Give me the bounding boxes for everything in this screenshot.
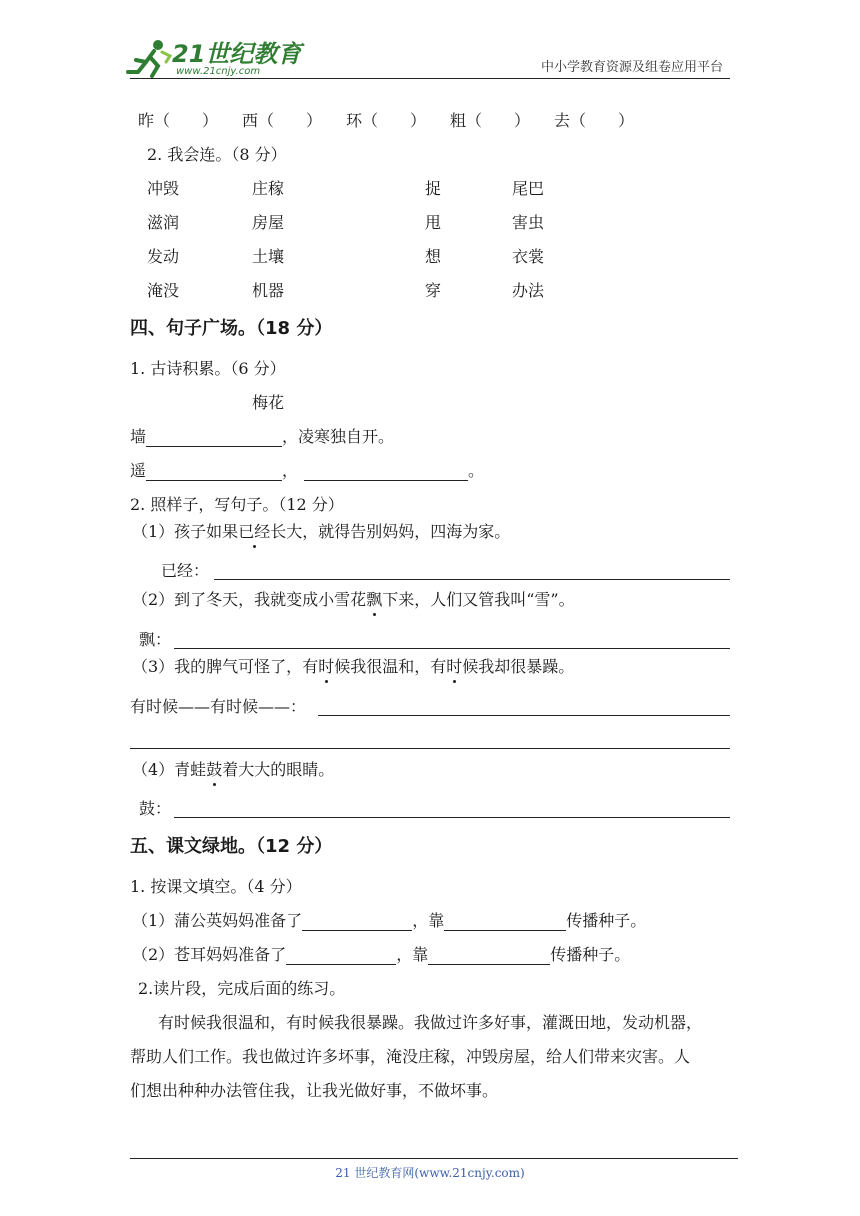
footer-divider [130,1158,738,1159]
answer-blank[interactable] [286,946,396,965]
example-sentence-2: （2）到了冬天，我就变成小雪花飘下来，人们又管我叫“雪”。 [132,590,575,609]
poem-line-1 [130,427,394,447]
char-row [138,111,634,131]
match-word: 捉 [425,179,442,198]
passage-line: 有时候我很温和，有时候我很暴躁。我做过许多好事，灌溉田地，发动机器， [158,1013,703,1032]
char-item: 昨（ ） [138,111,219,130]
example-sentence-4: （4）青蛙鼓着大大的眼睛。 [132,760,335,779]
match-word: 庄稼 [252,179,285,198]
logo-url: www.21cnjy.com [176,66,261,77]
answer-blank[interactable] [146,462,282,481]
answer-blank[interactable] [302,912,412,931]
answer-label: 飘： [139,630,172,649]
question-title: 2. 照样子，写句子。（12 分） [130,495,344,514]
match-word: 滋润 [147,213,180,232]
answer-blank[interactable] [444,912,566,931]
passage-line: 们想出种种办法管住我，让我光做好事，不做坏事。 [130,1081,499,1100]
char-item: 去（ ） [554,111,635,130]
example-sentence-1: （1）孩子如果已经长大，就得告别妈妈，四海为家。 [132,522,511,541]
answer-label: 鼓： [139,799,172,818]
char-item: 西（ ） [242,111,323,130]
poem-line-2 [130,461,484,481]
logo-runner-icon [126,38,176,78]
emphasis-word: 鼓 [206,760,223,779]
header-divider [130,78,730,79]
char-item: 环（ ） [346,111,427,130]
match-word: 发动 [147,247,180,266]
answer-blank[interactable] [146,428,282,447]
match-word: 衣裳 [512,247,545,266]
platform-text: 中小学教育资源及组卷应用平台 [541,60,724,75]
question-title: 1. 按课文填空。（4 分） [130,877,302,896]
logo-title: 21世纪教育 [172,40,302,68]
emphasis-word: 飘 [366,590,383,609]
footer-text: 21 世纪教育网(www.21cnjy.com) [335,1166,525,1180]
match-word: 房屋 [252,213,285,232]
section-title: 五、课文绿地。（12 分） [130,836,333,857]
answer-blank[interactable] [304,462,468,481]
answer-line[interactable] [174,817,730,818]
poem-text: ， [282,461,299,480]
emphasis-word: 已经 [238,522,271,541]
poem-text: 遥 [130,461,147,480]
match-word: 尾巴 [512,179,545,198]
emphasis-word: 有时候 [302,657,351,676]
section-title: 四、句子广场。（18 分） [130,318,333,339]
char-item: 粗（ ） [450,111,531,130]
match-word: 土壤 [252,247,285,266]
answer-line[interactable] [214,579,730,580]
question-title: 2. 我会连。（8 分） [147,145,287,164]
fill-line-2: （2）苍耳妈妈准备了 ，靠 传播种子。 [132,945,631,964]
poem-text: 墙 [130,427,147,446]
match-word: 害虫 [512,213,545,232]
match-word: 淹没 [147,281,180,300]
poem-text: ，凌寒独自开。 [282,427,395,446]
match-word: 冲毁 [147,179,180,198]
passage-line: 帮助人们工作。我也做过许多坏事，淹没庄稼，冲毁房屋，给人们带来灾害。人 [130,1047,691,1066]
match-word: 办法 [512,281,545,300]
poem-text: 。 [468,461,485,480]
answer-label: 有时候——有时候——： [130,697,307,716]
poem-title: 梅花 [252,393,285,412]
fill-line-1: （1）蒲公英妈妈准备了 ，靠 传播种子。 [132,911,647,930]
answer-blank[interactable] [428,946,550,965]
match-word: 机器 [252,281,285,300]
match-word: 想 [425,247,442,266]
example-sentence-3: （3）我的脾气可怪了，有时候我很温和，有时候我却很暴躁。 [132,657,575,676]
answer-line[interactable] [174,648,730,649]
match-word: 穿 [425,281,442,300]
answer-line[interactable] [130,748,730,749]
answer-line[interactable] [318,715,730,716]
emphasis-word: 有时候 [430,657,479,676]
question-title: 2.读片段，完成后面的练习。 [138,979,346,998]
match-word: 甩 [425,213,442,232]
question-title: 1. 古诗积累。（6 分） [130,359,286,378]
answer-label: 已经： [161,561,210,580]
